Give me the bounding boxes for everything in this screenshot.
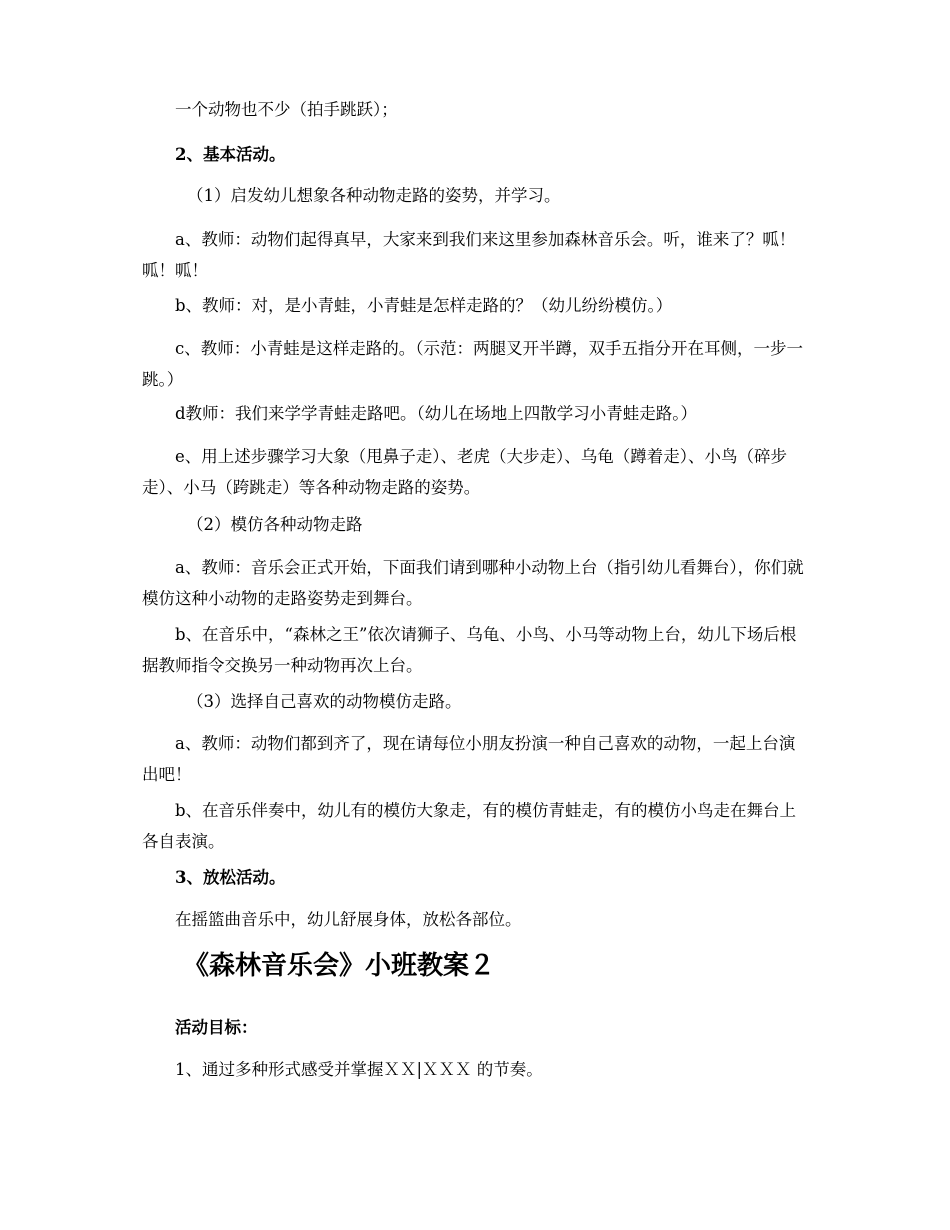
lesson-title: 《森林音乐会》小班教案２ xyxy=(183,951,496,981)
subsection-heading: （2）模仿各种动物走路 xyxy=(187,515,363,534)
paragraph: b、在音乐伴奏中，幼儿有的模仿大象走，有的模仿青蛙走，有的模仿小鸟走在舞台上各自表演。 xyxy=(142,801,797,851)
paragraph: a、教师：动物们起得真早，大家来到我们来这里参加森林音乐会。听，谁来了？呱！呱！呱！ xyxy=(142,230,796,280)
paragraph: a、教师：音乐会正式开始，下面我们请到哪种小动物上台（指引幼儿看舞台），你们就模仿这种小动物的走路姿势走到舞台。 xyxy=(142,558,804,608)
paragraph: 在摇篮曲音乐中，幼儿舒展身体，放松各部位。 xyxy=(175,910,522,929)
section-heading: 2、基本活动。 xyxy=(175,145,286,164)
goal-label: 活动目标： xyxy=(175,1018,258,1037)
subsection-heading: （1）启发幼儿想象各种动物走路的姿势，并学习。 xyxy=(187,186,561,205)
paragraph: 一个动物也不少（拍手跳跃）； xyxy=(175,100,398,119)
paragraph: c、教师：小青蛙是这样走路的。（示范：两腿叉开半蹲，双手五指分开在耳侧，一步一跳。） xyxy=(142,339,803,389)
goal-item: 1、通过多种形式感受并掌握ＸＸ|ＸＸＸ 的节奏。 xyxy=(175,1060,543,1079)
subsection-heading: （3）选择自己喜欢的动物模仿走路。 xyxy=(187,692,462,711)
paragraph: e、用上述步骤学习大象（甩鼻子走）、老虎（大步走）、乌龟（蹲着走）、小鸟（碎步走）、小马（跨跳走）等各种动物走路的姿势。 xyxy=(142,447,788,497)
section-heading: 3、放松活动。 xyxy=(175,868,286,887)
paragraph: a、教师：动物们都到齐了，现在请每位小朋友扮演一种自己喜欢的动物，一起上台演出吧！ xyxy=(142,734,796,784)
paragraph: b、教师：对，是小青蛙，小青蛙是怎样走路的？（幼儿纷纷模仿。） xyxy=(175,296,673,315)
paragraph: b、在音乐中，“森林之王”依次请狮子、乌龟、小鸟、小马等动物上台，幼儿下场后根据教师指令交换另一种动物再次上台。 xyxy=(142,625,797,675)
paragraph: d教师：我们来学学青蛙走路吧。（幼儿在场地上四散学习小青蛙走路。） xyxy=(175,404,698,423)
